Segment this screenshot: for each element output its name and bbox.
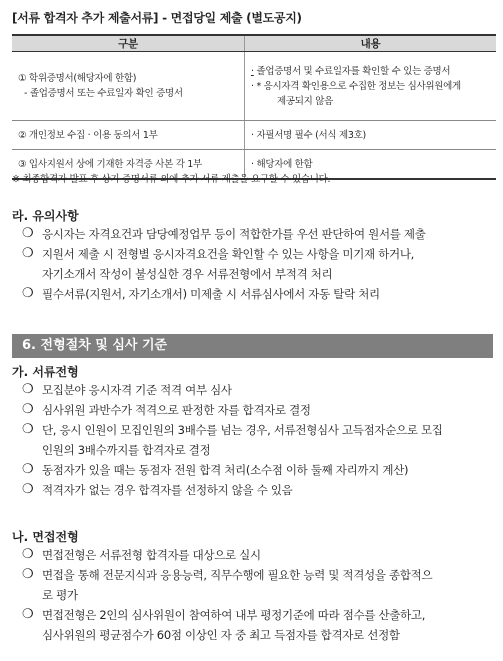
list-item — [22, 224, 500, 244]
list-item — [22, 380, 500, 400]
list-item-text: 적격자가 없는 경우 합격자를 선정하지 않을 수 있음 — [42, 483, 293, 497]
cell-text — [251, 66, 450, 77]
table-row — [12, 121, 496, 150]
bullet-icon: ❍ — [22, 226, 34, 241]
list-item — [22, 244, 500, 284]
bullet-icon: ❍ — [22, 246, 34, 261]
bullet-icon: ❍ — [22, 402, 34, 417]
footnote: ※ 최종합격자 발표 후 상기 증명서류 외에 추가 서류 제출을 요구할 수 있습니다. — [12, 174, 331, 185]
table-cell: · 해당자에 한함 — [245, 150, 497, 180]
list-item-text: 필수서류(지원서, 자기소개서) 미제출 시 서류심사에서 자동 탈락 처리 — [42, 287, 380, 301]
list-item — [22, 284, 500, 304]
list-item — [22, 545, 500, 565]
list-item-text: 로 평가 — [42, 588, 78, 602]
bullet-icon: ❍ — [22, 422, 34, 437]
cell-text: · * 응시자격 확인용으로 수집한 정보는 심사위원에게 — [251, 80, 461, 92]
list-item — [22, 400, 500, 420]
table-header-content: 내용 — [245, 35, 497, 52]
list-item-text: 면접을 통해 전문지식과 응용능력, 직무수행에 필요한 능력 및 적격성을 종합적으 — [42, 568, 433, 582]
cell-text: 제공되지 않음 — [277, 95, 333, 107]
cell-text: - 졸업증명서 또는 수료일자 확인 증명서 — [24, 88, 183, 99]
list-item-text: 면접전형은 2인의 심사위원이 참여하여 내부 평정기준에 따라 점수를 산출하고, — [42, 608, 426, 622]
list-item-text: 심사위원의 평균점수가 60점 이상인 자 중 최고 득점자를 합격자로 선정함 — [42, 628, 400, 642]
table-cell — [12, 52, 245, 121]
bullet-icon: ❍ — [22, 567, 34, 582]
list-item — [22, 480, 500, 500]
list-item-text: 모집분야 응시자격 기준 적격 여부 심사 — [42, 383, 232, 397]
section-banner: 6. 전형절차 및 심사 기준 — [12, 334, 493, 358]
section-title-document-screening: 가. 서류전형 — [12, 365, 79, 379]
table-cell: ③ 입사지원서 상에 기재한 자격증 사본 각 1부 — [12, 150, 245, 180]
list-item-text: 응시자는 자격요건과 담당예정업무 등이 적합한가를 우선 판단하여 원서를 제출 — [42, 227, 426, 241]
bullet-icon: ❍ — [22, 382, 34, 397]
list-item-text: 심사위원 과반수가 적격으로 판정한 자를 합격자로 결정 — [42, 403, 311, 417]
section-title-precautions: 라. 유의사항 — [12, 209, 79, 223]
section-title-interview: 나. 면접전형 — [12, 530, 79, 544]
list-item-text: 면접전형은 서류전형 합격자를 대상으로 실시 — [42, 548, 261, 562]
list-item — [22, 565, 500, 605]
list-item — [22, 605, 500, 645]
interview-list — [22, 545, 500, 645]
list-item-text: 동점자가 있을 때는 동점자 전원 합격 처리(소수점 이하 둘째 자리까지 계산) — [42, 463, 409, 477]
cell-text: ① 학위증명서(해당자에 한함) — [18, 73, 137, 84]
cell-text-detail: 졸업증명서 및 수료일자를 확인할 수 있는 증명서 — [253, 65, 451, 77]
table-header-category: 구분 — [12, 35, 245, 52]
bullet-icon: ❍ — [22, 547, 34, 562]
precautions-list — [22, 224, 500, 304]
underlined-dot: · — [251, 65, 254, 77]
list-item — [22, 460, 500, 480]
bullet-icon: ❍ — [22, 482, 34, 497]
table-cell: · 자필서명 필수 (서식 제3호) — [245, 121, 497, 150]
table-cell — [245, 52, 497, 121]
bullet-icon: ❍ — [22, 286, 34, 301]
list-item-text: 자기소개서 작성이 불성실한 경우 서류전형에서 부적격 처리 — [42, 267, 333, 281]
list-item-text: 지원서 제출 시 전형별 응시자격요건을 확인할 수 있는 사항을 미기재 하거나, — [42, 247, 414, 261]
documents-table — [12, 34, 496, 180]
list-item-text: 단, 응시 인원이 모집인원의 3배수를 넘는 경우, 서류전형심사 고득점자순으로 모집 — [42, 423, 443, 437]
document-screening-list — [22, 380, 500, 500]
list-item-text: 인원의 3배수까지를 합격자로 결정 — [42, 443, 211, 457]
additional-documents-heading: [서류 합격자 추가 제출서류] - 면접당일 제출 (별도공지) — [12, 11, 302, 25]
bullet-icon: ❍ — [22, 462, 34, 477]
table-row — [12, 52, 496, 121]
table-cell: ② 개인정보 수집 · 이용 동의서 1부 — [12, 121, 245, 150]
bullet-icon: ❍ — [22, 607, 34, 622]
list-item — [22, 420, 500, 460]
